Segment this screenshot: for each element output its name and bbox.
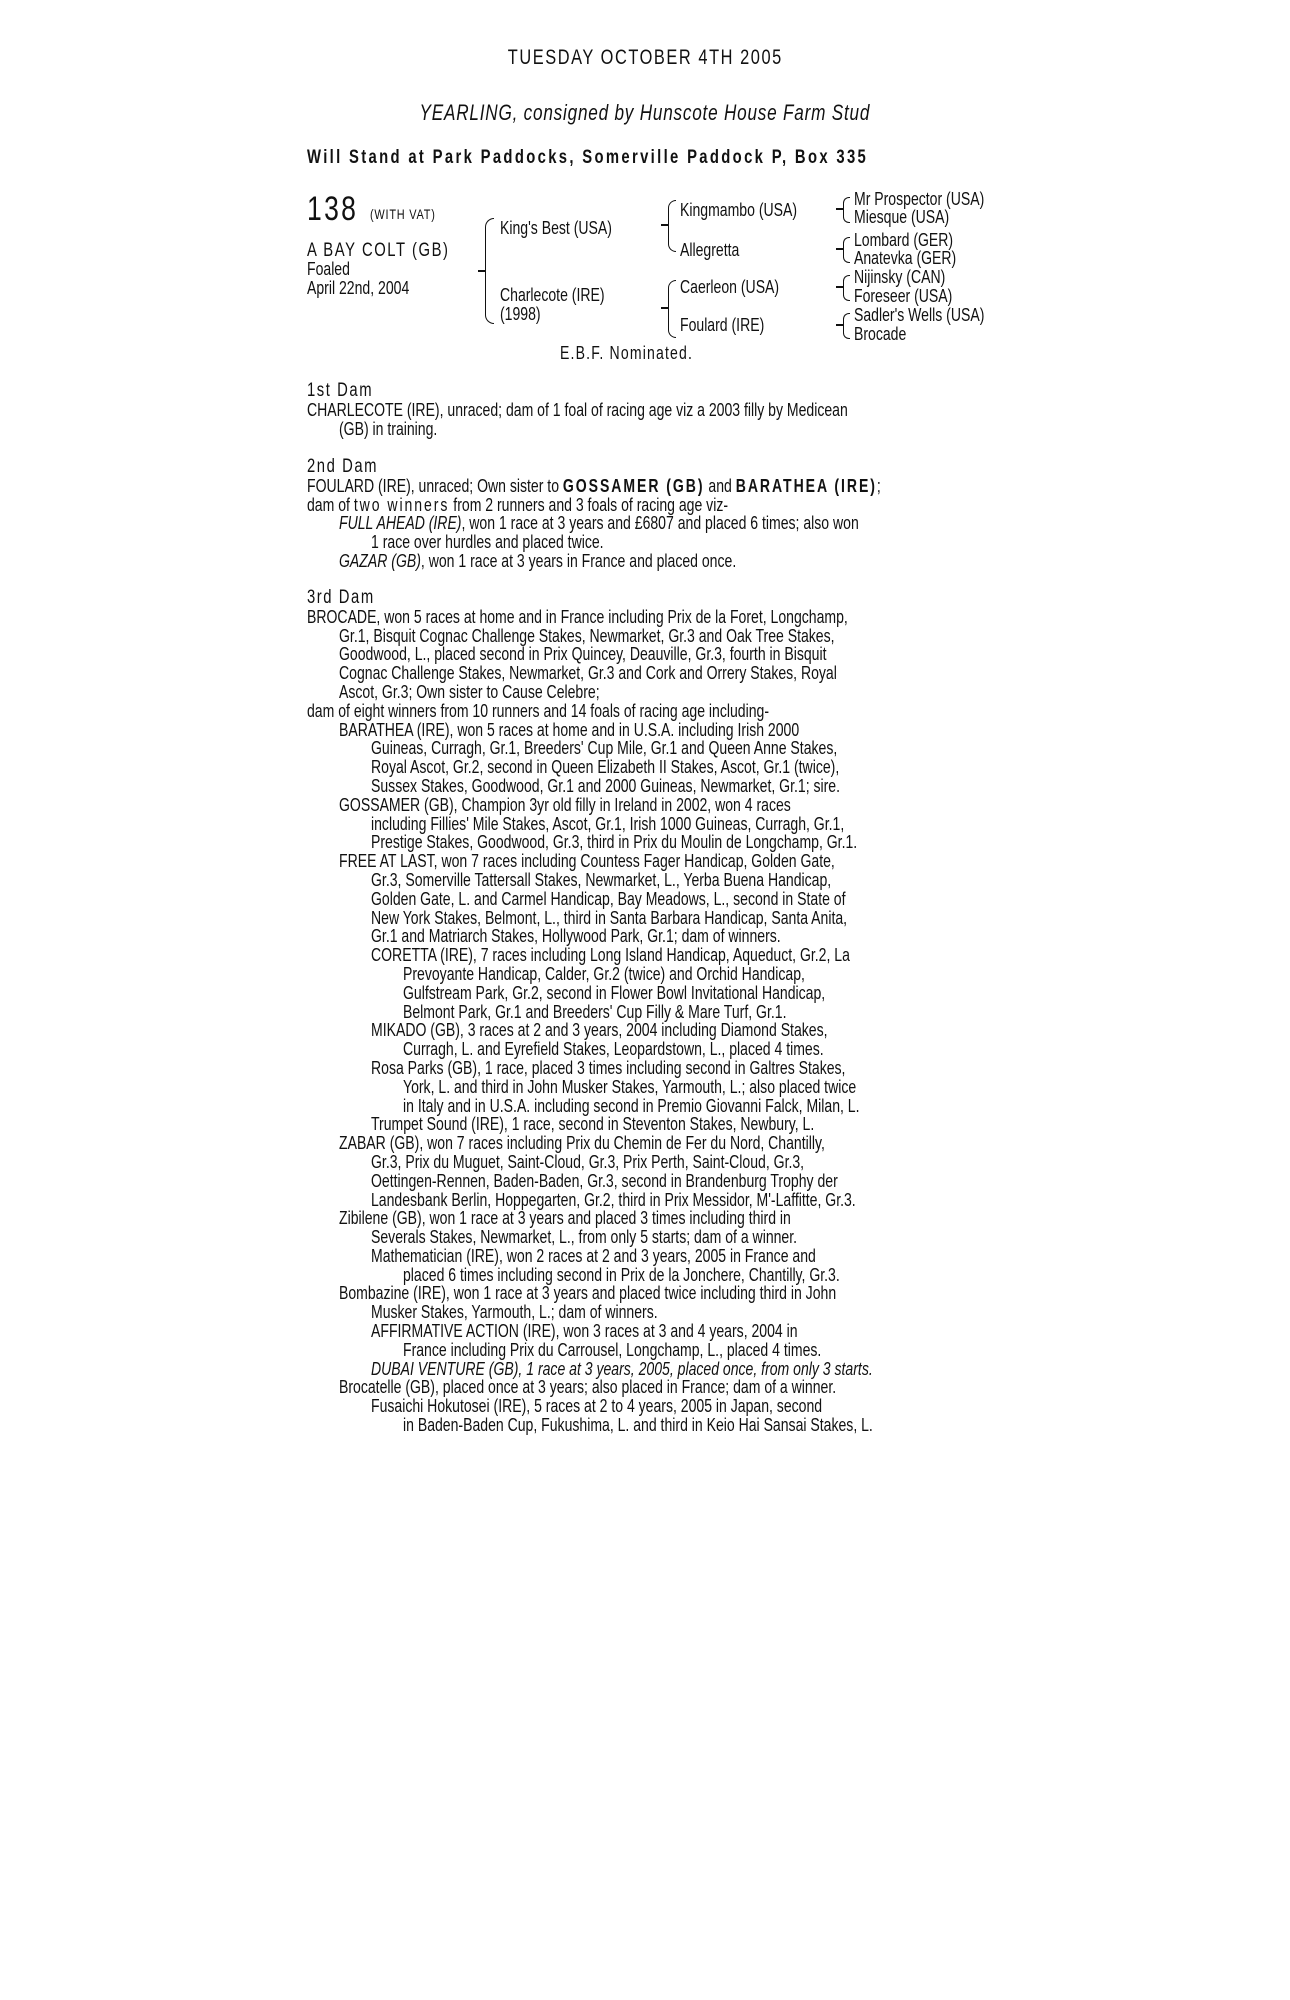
text-line: Bombazine (IRE), won 1 race at 3 years and placed twice including third in John <box>339 1283 837 1304</box>
text-line: (GB) in training. <box>339 418 438 439</box>
text-line: dam of eight winners from 10 runners and 14 foals of racing age including- <box>307 700 770 721</box>
text-line: Sussex Stakes, Goodwood, Gr.1 and 2000 Guineas, Newmarket, Gr.1; sire. <box>371 775 841 796</box>
text-line: Zibilene (GB), won 1 race at 3 years and placed 3 times including third in <box>339 1208 791 1229</box>
text-line: in Italy and in U.S.A. including second in Premio Giovanni Falck, Milan, L. <box>403 1095 860 1116</box>
text-line: Cognac Challenge Stakes, Newmarket, Gr.3 and Cork and Orrery Stakes, Royal <box>339 663 837 684</box>
ancestor-8: Brocade <box>854 324 907 344</box>
text-line: Goodwood, L., placed second in Prix Quincey, Deauville, Gr.3, fourth in Bisquit <box>339 644 827 665</box>
third-dam-section <box>307 589 1007 1435</box>
sire-brace <box>668 200 676 252</box>
text-line: Curragh, L. and Eyrefield Stakes, Leopardstown, L., placed 4 times. <box>403 1039 824 1060</box>
ebf-nomination: E.B.F. Nominated. <box>560 343 694 363</box>
dam-sire-name: Caerleon (USA) <box>680 277 780 297</box>
text-line: GAZAR (GB), won 1 race at 3 years in France and placed once. <box>339 550 737 571</box>
text-line: Trumpet Sound (IRE), 1 race, second in Steventon Stakes, Newbury, L. <box>371 1114 815 1135</box>
text-line: Gr.1, Bisquit Cognac Challenge Stakes, Newmarket, Gr.3 and Oak Tree Stakes, <box>339 625 835 646</box>
text-line: Rosa Parks (GB), 1 race, placed 3 times including second in Galtres Stakes, <box>371 1057 846 1078</box>
text-line: Oettingen-Rennen, Baden-Baden, Gr.3, second in Brandenburg Trophy der <box>371 1170 838 1191</box>
text-line: 1 race over hurdles and placed twice. <box>371 532 604 553</box>
pedigree-brace-main-tip <box>478 270 486 272</box>
pedigree-brace-main <box>485 218 494 324</box>
text-line: Gr.3, Prix du Muguet, Saint-Cloud, Gr.3, Prix Perth, Saint-Cloud, Gr.3, <box>371 1151 805 1172</box>
text-line: Landesbank Berlin, Hoppegarten, Gr.2, third in Prix Messidor, M'-Laffitte, Gr.3. <box>371 1189 856 1210</box>
ancestor-4: Anatevka (GER) <box>854 248 957 268</box>
text-line: BARATHEA (IRE), won 5 races at home and in U.S.A. including Irish 2000 <box>339 719 800 740</box>
text-line: FULL AHEAD (IRE), won 1 race at 3 years and £6807 and placed 6 times; also won <box>339 513 859 534</box>
dam-brace <box>668 280 676 338</box>
text-line: MIKADO (GB), 3 races at 2 and 3 years, 2004 including Diamond Stakes, <box>371 1020 828 1041</box>
text-line: BROCADE, won 5 races at home and in France including Prix de la Foret, Longchamp, <box>307 606 848 627</box>
text-line: New York Stakes, Belmont, L., third in Santa Barbara Handicap, Santa Anita, <box>371 907 848 928</box>
section-heading: 3rd Dam <box>307 587 375 608</box>
foaled-label: Foaled <box>307 259 350 279</box>
ancestor-2: Miesque (USA) <box>854 207 950 227</box>
lot-description: A BAY COLT (GB) <box>307 240 450 261</box>
g-brace-1 <box>843 197 850 223</box>
text-line: Prestige Stakes, Goodwood, Gr.3, third in Prix du Moulin de Longchamp, Gr.1. <box>371 832 858 853</box>
horse-name: BARATHEA (IRE) <box>735 475 877 496</box>
section-heading: 1st Dam <box>307 380 374 401</box>
second-dam-section <box>307 458 1007 571</box>
text-line: AFFIRMATIVE ACTION (IRE), won 3 races at 3 and 4 years, 2004 in <box>371 1321 798 1342</box>
text-line: in Baden-Baden Cup, Fukushima, L. and third in Keio Hai Sansai Stakes, L. <box>403 1415 873 1436</box>
text-line: Prevoyante Handicap, Calder, Gr.2 (twice) and Orchid Handicap, <box>403 963 805 984</box>
text-line: Brocatelle (GB), placed once at 3 years; also placed in France; dam of a winner. <box>339 1377 837 1398</box>
ancestor-5: Nijinsky (CAN) <box>854 267 946 287</box>
text-line: GOSSAMER (GB), Champion 3yr old filly in Ireland in 2002, won 4 races <box>339 794 791 815</box>
text-line: dam of two winners from 2 runners and 3 foals of racing age viz- <box>307 494 729 515</box>
text-line: CHARLECOTE (IRE), unraced; dam of 1 foal of racing age viz a 2003 filly by Medicean <box>307 399 848 420</box>
g-brace-4 <box>843 313 850 339</box>
g-brace-1-tip <box>836 208 843 210</box>
text-line: FOULARD (IRE), unraced; Own sister to GOSSAMER (GB) and BARATHEA (IRE); <box>307 475 881 496</box>
text-line: FREE AT LAST, won 7 races including Countess Fager Handicap, Golden Gate, <box>339 851 835 872</box>
g-brace-2 <box>843 237 850 263</box>
text-line: Severals Stakes, Newmarket, L., from only 5 starts; dam of a winner. <box>371 1227 798 1248</box>
foaled-date: April 22nd, 2004 <box>307 278 410 298</box>
ancestor-7: Sadler's Wells (USA) <box>854 305 985 325</box>
text-line: Gr.3, Somerville Tattersall Stakes, Newmarket, L., Yerba Buena Handicap, <box>371 869 832 890</box>
sire-dam-name: Allegretta <box>680 240 740 260</box>
lot-number: 138 <box>307 190 359 228</box>
sire-name: King's Best (USA) <box>500 218 612 238</box>
sale-date: TUESDAY OCTOBER 4TH 2005 <box>507 46 783 69</box>
g-brace-4-tip <box>836 324 843 326</box>
g-brace-2-tip <box>836 248 843 250</box>
text-line: Musker Stakes, Yarmouth, L.; dam of winners. <box>371 1302 658 1323</box>
text-line: placed 6 times including second in Prix de la Jonchere, Chantilly, Gr.3. <box>403 1264 840 1285</box>
text-line: Belmont Park, Gr.1 and Breeders' Cup Filly & Mare Turf, Gr.1. <box>403 1001 787 1022</box>
text-line: including Fillies' Mile Stakes, Ascot, Gr.1, Irish 1000 Guineas, Curragh, Gr.1, <box>371 813 845 834</box>
consignment-line: YEARLING, consigned by Hunscote House Farm Stud <box>419 100 871 125</box>
first-dam-section <box>307 382 1007 438</box>
vat-note: (WITH VAT) <box>370 206 436 222</box>
ancestor-1: Mr Prospector (USA) <box>854 189 985 209</box>
text-line: Guineas, Curragh, Gr.1, Breeders' Cup Mile, Gr.1 and Queen Anne Stakes, <box>371 738 838 759</box>
text-line: France including Prix du Carrousel, Longchamp, L., placed 4 times. <box>403 1339 822 1360</box>
text-line: CORETTA (IRE), 7 races including Long Island Handicap, Aqueduct, Gr.2, La <box>371 945 850 966</box>
text-line: Ascot, Gr.3; Own sister to Cause Celebre; <box>339 681 600 702</box>
g-brace-3-tip <box>836 286 843 288</box>
text-line: Fusaichi Hokutosei (IRE), 5 races at 2 to 4 years, 2005 in Japan, second <box>371 1396 823 1417</box>
section-heading: 2nd Dam <box>307 456 379 477</box>
sire-sire-name: Kingmambo (USA) <box>680 200 798 220</box>
ancestor-6: Foreseer (USA) <box>854 286 953 306</box>
text-line: Mathematician (IRE), won 2 races at 2 and 3 years, 2005 in France and <box>371 1245 816 1266</box>
dam-brace-tip <box>661 307 669 309</box>
g-brace-3 <box>843 275 850 301</box>
text-line: York, L. and third in John Musker Stakes, Yarmouth, L.; also placed twice <box>403 1076 857 1097</box>
dam-name: Charlecote (IRE) <box>500 285 605 305</box>
text-line: Gulfstream Park, Gr.2, second in Flower Bowl Invitational Handicap, <box>403 982 826 1003</box>
dam-year: (1998) <box>500 304 541 324</box>
text-line: Gr.1 and Matriarch Stakes, Hollywood Park, Gr.1; dam of winners. <box>371 926 781 947</box>
horse-name: GOSSAMER (GB) <box>562 475 705 496</box>
sire-brace-tip <box>661 224 669 226</box>
text-line: DUBAI VENTURE (GB), 1 race at 3 years, 2005, placed once, from only 3 starts. <box>371 1358 873 1379</box>
text-line: ZABAR (GB), won 7 races including Prix du Chemin de Fer du Nord, Chantilly, <box>339 1133 825 1154</box>
dam-dam-name: Foulard (IRE) <box>680 315 765 335</box>
stand-location: Will Stand at Park Paddocks, Somerville Paddock P, Box 335 <box>307 147 869 168</box>
text-line: Golden Gate, L. and Carmel Handicap, Bay Meadows, L., second in State of <box>371 888 846 909</box>
text-line: Royal Ascot, Gr.2, second in Queen Elizabeth II Stakes, Ascot, Gr.1 (twice), <box>371 757 840 778</box>
ancestor-3: Lombard (GER) <box>854 230 954 250</box>
